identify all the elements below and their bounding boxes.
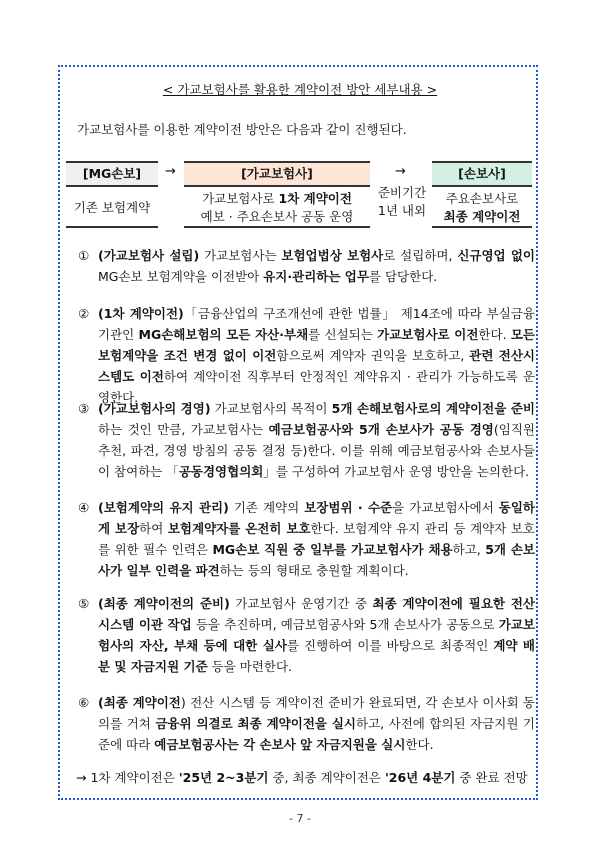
- bold-text: (최종 계약이전의 준비): [98, 596, 230, 611]
- bold-text: 신규영업 없이: [457, 248, 536, 263]
- bold-text: 동일하게 보장: [98, 500, 535, 536]
- text: 등을 마련한다.: [207, 659, 293, 674]
- bold-text: 보장범위 · 수준: [304, 500, 393, 515]
- item-marker: ②: [78, 306, 90, 321]
- bold-text: MG손보 직원 중 일부를 가교보험사가 채용: [212, 542, 453, 557]
- bold-text: 금융위 의결로 최종 계약이전을 실시: [155, 716, 357, 731]
- item-text: [98, 398, 535, 482]
- item-text: [98, 593, 535, 677]
- text: 가교보험사 운영기간 중: [229, 596, 373, 611]
- bold-text: (최종 계약이전: [98, 695, 181, 710]
- text: 」를 구성하여 가교보험사 운영 방안을 논의한다.: [263, 464, 530, 479]
- flow-insurers-body: [432, 187, 532, 228]
- flow-bridge-header: [가교보험사]: [184, 161, 370, 187]
- item-text: [98, 497, 535, 581]
- bold-text: 가교보험사로 이전: [377, 327, 479, 342]
- bold-text: '26년 4분기: [384, 770, 456, 785]
- period-line2: 1년 내외: [377, 203, 427, 218]
- bold-text: 가교보험사의 자산, 부채 등에 대한 실사: [98, 617, 535, 653]
- title-text: < 가교보험사를 활용한 계약이전 방안 세부내용 >: [162, 82, 438, 97]
- item-marker: ③: [78, 401, 90, 416]
- bold-text: (가교보험사의 경영): [98, 401, 211, 416]
- text: 함으로써 계약자 권익을 보호하고,: [276, 348, 470, 363]
- text: 가교보험사의 목적이: [210, 401, 332, 416]
- text: 을 가교보험사에서: [392, 500, 499, 515]
- item-text: [98, 692, 535, 755]
- text: 하는 것인 만큼, 가교보험사는: [98, 422, 269, 437]
- text: 가교보험사는: [199, 248, 282, 263]
- bold-text: 5개 손해보험사로의 계약이전을 준비: [331, 401, 535, 416]
- text: 기존 계약의: [228, 500, 305, 515]
- text: 중, 최종 계약이전은: [268, 770, 385, 785]
- bold-text: (1차 계약이전): [98, 306, 184, 321]
- bold-text: 5개 손보사가 일부 인력을 파견: [98, 542, 535, 578]
- bridge-line2: 예보 · 주요손보사 공동 운영: [200, 209, 354, 224]
- bold-text: 모든 보험계약을 조건 변경 없이 이전: [98, 327, 535, 363]
- bold-text: 예금보험공사와 5개 손보사가 공동 경영: [268, 422, 494, 437]
- item-text: [98, 245, 535, 287]
- text: 한다.: [478, 327, 511, 342]
- text: 중 완료 전망: [455, 770, 528, 785]
- text: ) 전산 시스템 등 계약이전 준비가 완료되면, 각 손보사 이사회 동의를 거쳐: [98, 695, 536, 731]
- bold-text: 최종 계약이전에 필요한 전산 시스템 이관 작업: [98, 596, 535, 632]
- text: 를 진행하여 이를 바탕으로 최종적인: [286, 638, 494, 653]
- text: 하는 등의 형태로 충원할 계획이다.: [219, 563, 409, 578]
- flow-bridge-body: [184, 187, 370, 228]
- bold-text: 공동경영협의회: [178, 464, 264, 479]
- list-item: [78, 303, 535, 408]
- item-marker: ⑥: [78, 695, 90, 710]
- bold-text: 유지·관리하는 업무: [263, 269, 369, 284]
- text: 「금융산업의 구조개선에 관한 법률」 제14조에 따라 부실금융기관인: [98, 306, 535, 342]
- text: 하여: [139, 521, 168, 536]
- bold-text: (보험계약의 유지 관리): [98, 500, 229, 515]
- list-item: [78, 245, 535, 287]
- bold-text: 관련 전산시스템도 이전: [98, 348, 536, 384]
- text: 를 신설되는: [308, 327, 378, 342]
- insurers-line2: 최종 계약이전: [443, 209, 521, 224]
- flow-mg-body: 기존 보험계약: [66, 187, 158, 228]
- flow-mg-header: [MG손보]: [66, 161, 158, 187]
- bold-text: MG손해보험의 모든 자산·부채: [138, 327, 309, 342]
- bold-text: (가교보험사 설립): [98, 248, 200, 263]
- page-number: - 7 -: [289, 812, 311, 825]
- bold-text: 보험업법상 보험사: [281, 248, 384, 263]
- flow-insurers: [432, 161, 532, 228]
- list-item: [78, 692, 535, 755]
- final-outlook: [76, 768, 528, 786]
- flow-insurers-header: [손보사]: [432, 161, 532, 187]
- flow-period: [372, 184, 432, 220]
- bold-text: 계약 배분 및 자금지원 기준: [98, 638, 536, 674]
- insurers-line1: 주요손보사로: [445, 191, 519, 206]
- list-item: [78, 593, 535, 677]
- text: 한다.: [405, 737, 434, 752]
- text: 하여 계약이전 직후부터 안정적인 계약유지 · 관리가 가능하도록 운영한다.: [98, 369, 535, 405]
- text: 한다. 보험계약 유지 관리 등 계약자 보호를 위한 필수 인력은: [98, 521, 536, 557]
- flow-mg: [66, 161, 158, 228]
- arrow-icon: →: [395, 164, 406, 179]
- bold-text: 보험계약자를 온전히 보호: [167, 521, 311, 536]
- item-marker: ⑤: [78, 596, 90, 611]
- text: 등을 추진하며, 예금보험공사와 5개 손보사가 공동으로: [191, 617, 499, 632]
- list-item: [78, 398, 535, 482]
- text: → 1차 계약이전은: [76, 770, 179, 785]
- arrow-icon: →: [165, 164, 176, 179]
- text: 하고, 사전에 합의된 자금지원 기준에 따라: [98, 716, 536, 752]
- text: (임직원 추천, 파견, 경영 방침의 공동 결정 등)한다. 이를 위해 예금보험공사와 손보사들이 참여하는 「: [98, 422, 535, 479]
- bold-text: '25년 2~3분기: [178, 770, 269, 785]
- bridge-line1: 가교보험사로: [202, 191, 279, 206]
- bridge-line1-bold: 1차 계약이전: [278, 191, 352, 206]
- list-item: [78, 497, 535, 581]
- text: 를 담당한다.: [368, 269, 438, 284]
- bold-text: 예금보험공사는 각 손보사 앞 자금지원을 실시: [154, 737, 406, 752]
- item-marker: ①: [78, 248, 90, 263]
- text: MG손보 보험계약을 이전받아: [98, 269, 264, 284]
- section-title: [0, 80, 600, 98]
- item-marker: ④: [78, 500, 90, 515]
- text: 하고,: [452, 542, 486, 557]
- period-line1: 준비기간: [377, 185, 427, 200]
- intro-text: 가교보험사를 이용한 계약이전 방안은 다음과 같이 진행된다.: [77, 122, 407, 137]
- item-text: [98, 303, 535, 408]
- flow-bridge: [184, 161, 370, 228]
- text: 로 설립하며,: [383, 248, 458, 263]
